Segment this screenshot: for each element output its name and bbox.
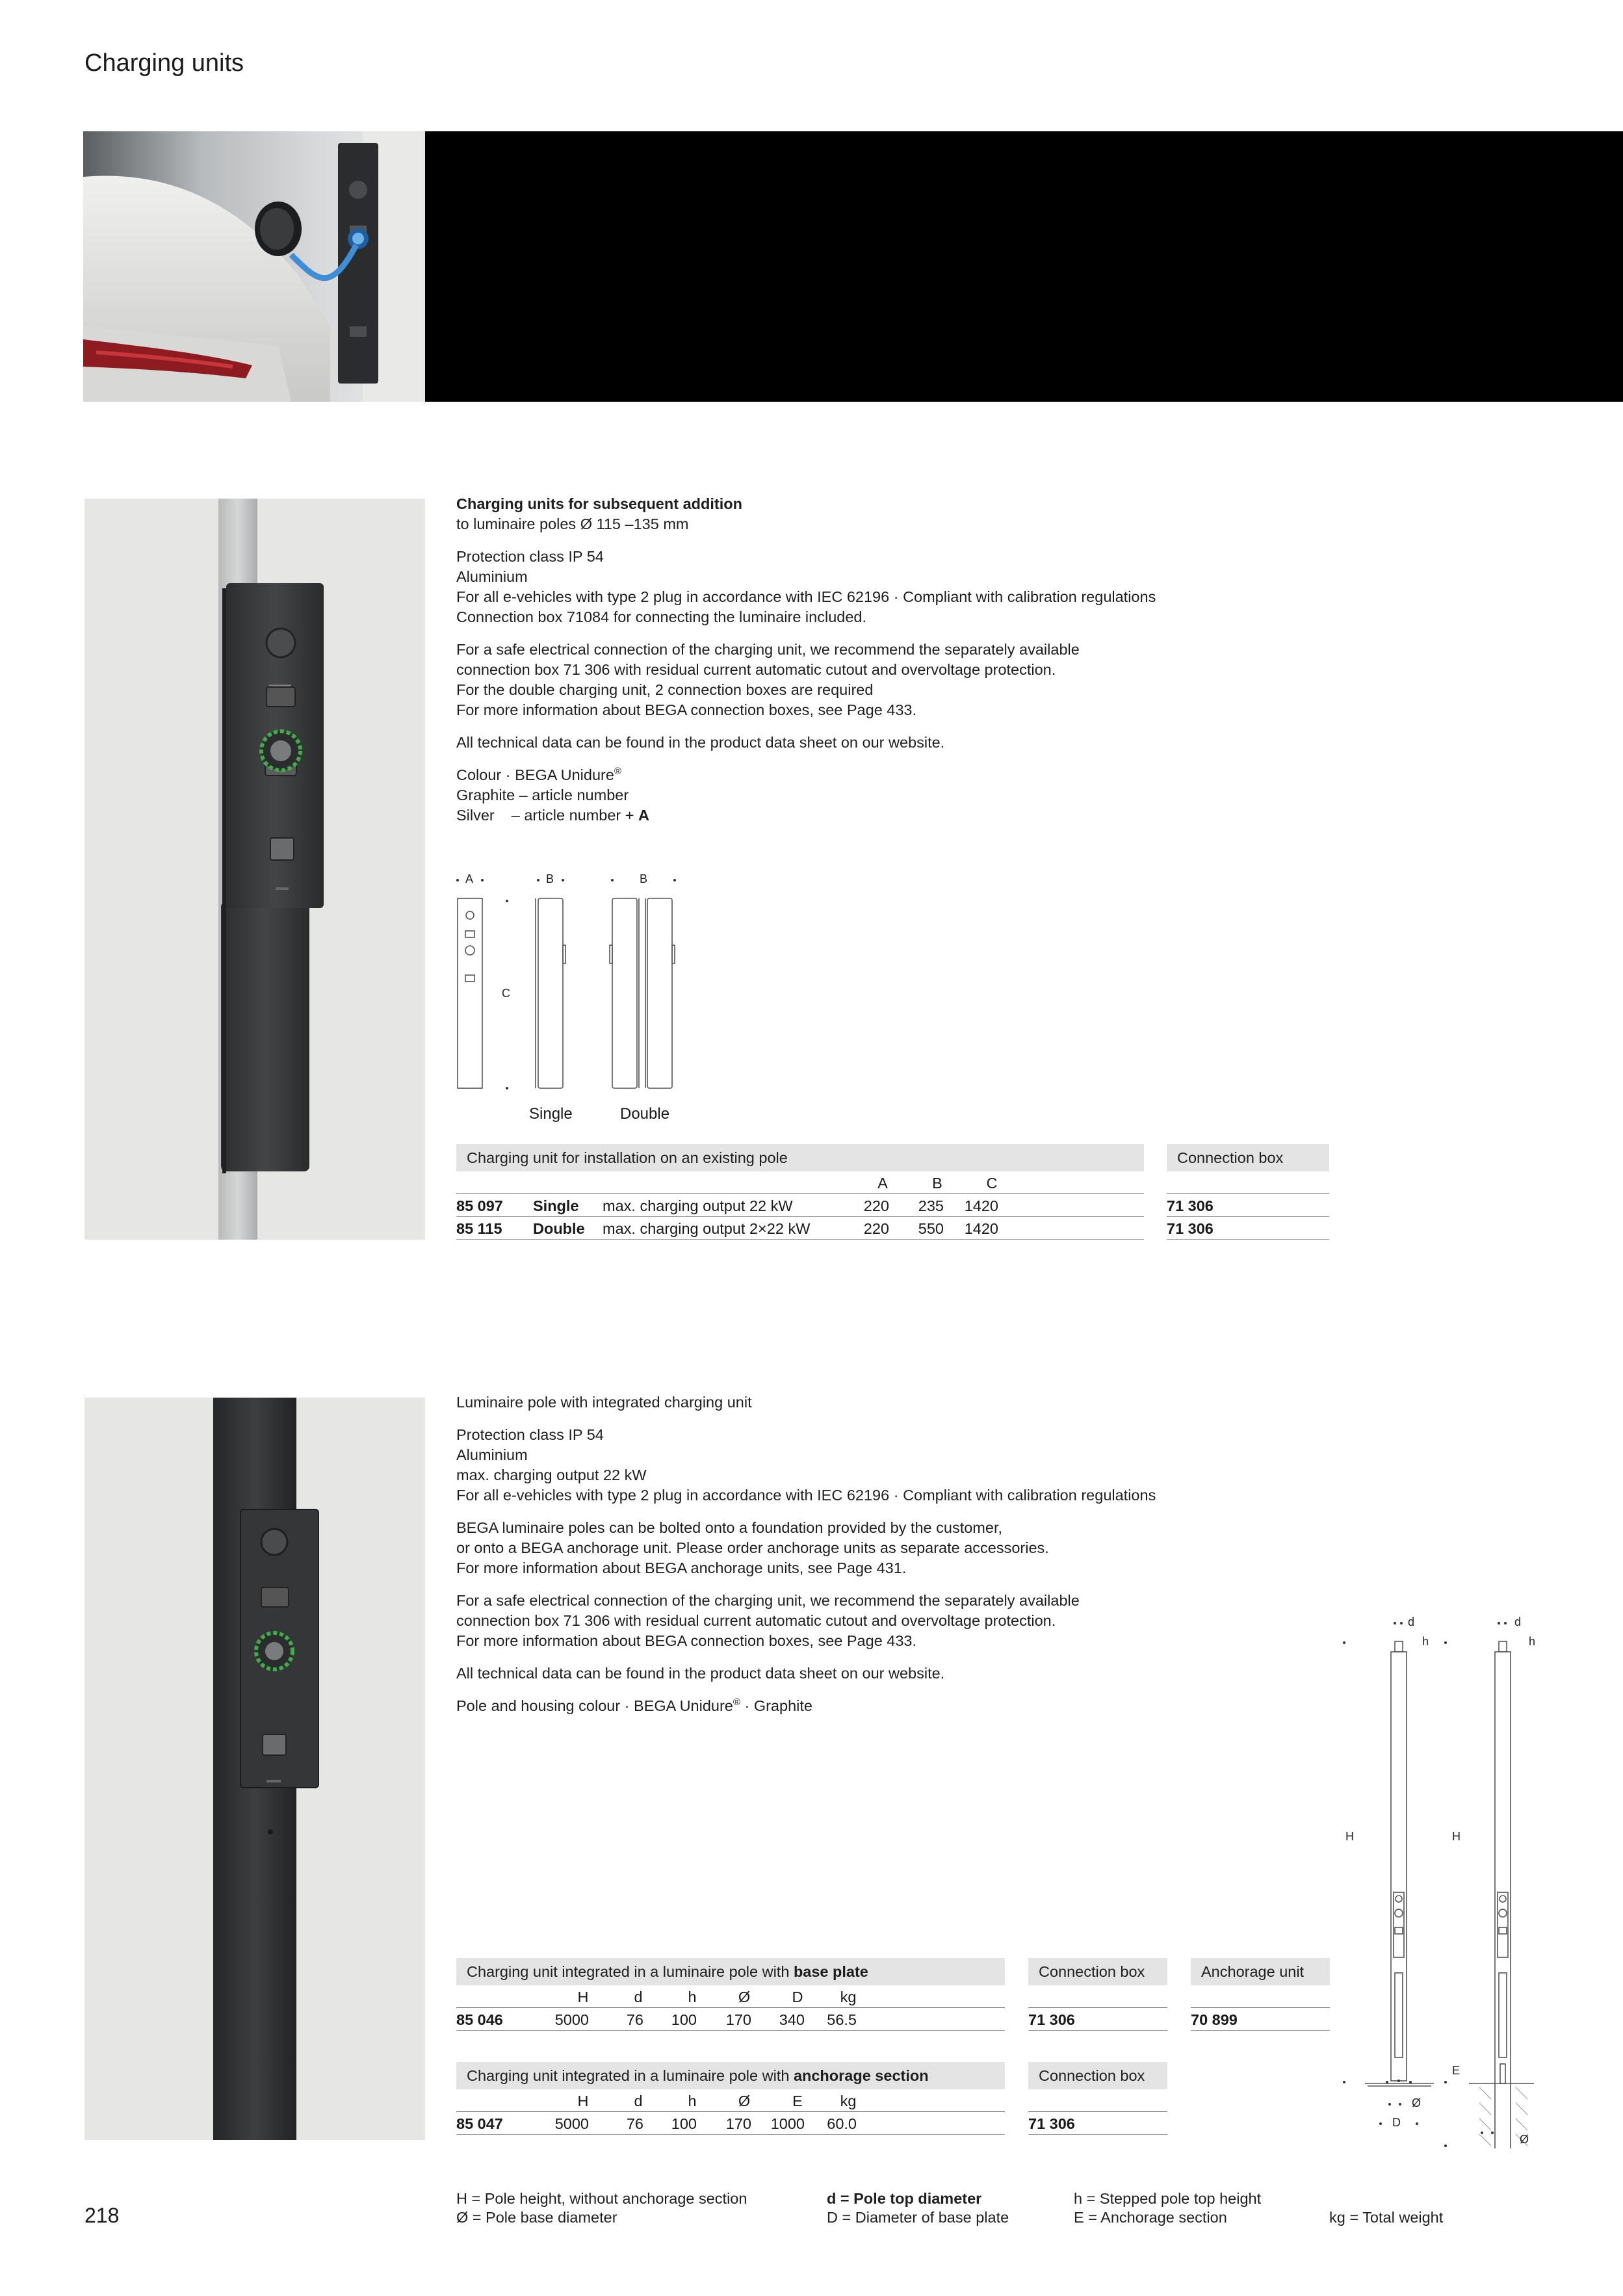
product1-connection-line: For a safe electrical connection of the charging unit, we recommend the separately available <box>456 641 1080 658</box>
col-header-h: h <box>688 1989 697 2005</box>
dim-label-h: h <box>1529 1635 1536 1648</box>
product2-connection-line: For more information about BEGA connection boxes, see Page 433. <box>456 1632 917 1649</box>
product2-spec-line: For all e-vehicles with type 2 plug in accordance with IEC 62196 · Compliant with calibration regulations <box>456 1487 1156 1504</box>
table-header-row <box>456 1986 1005 2008</box>
value-phi: 170 <box>725 2115 751 2132</box>
col-header-phi: Ø <box>738 1989 751 2005</box>
value-E: 1000 <box>770 2115 805 2132</box>
product2-anchorage-line: For more information about BEGA anchorage units, see Page 431. <box>456 1559 907 1576</box>
dim-label-E: E <box>1452 2064 1461 2077</box>
hero-photo-car-charging <box>83 131 425 402</box>
value-kg: 56.5 <box>827 2011 857 2028</box>
dim-label-d: d <box>1408 1615 1415 1628</box>
dim-label-h: h <box>1422 1635 1429 1648</box>
table-row <box>456 1195 1144 1217</box>
connection-box-number: 71 306 <box>1167 1197 1214 1214</box>
legend-col-3 <box>1074 2189 1261 2227</box>
section-title: Charging units <box>84 49 244 77</box>
table-row <box>1167 1195 1329 1217</box>
unit-type: Double <box>533 1220 585 1237</box>
legend-col-1 <box>456 2189 747 2227</box>
table-row <box>456 1218 1144 1240</box>
table-row <box>456 2009 1005 2031</box>
product1-dimension-drawing <box>455 865 702 1138</box>
col-header-d: d <box>634 2093 643 2109</box>
unit-description: max. charging output 22 kW <box>603 1197 793 1214</box>
dim-label-b-single: B <box>546 872 554 885</box>
product-image-pole-with-charging-unit <box>84 1398 425 2140</box>
legend-pole-height: H = Pole height, without anchorage section <box>456 2190 747 2207</box>
legend-pole-base-diameter: Ø = Pole base diameter <box>456 2209 617 2226</box>
value-c: 1420 <box>964 1197 998 1214</box>
table-header-row <box>456 2090 1005 2112</box>
product2-spec-line: Protection class IP 54 <box>456 1426 604 1443</box>
anchorage-unit-number: 70 899 <box>1191 2011 1238 2028</box>
value-D: 340 <box>779 2011 805 2028</box>
value-d: 76 <box>626 2115 643 2132</box>
product2-spec-line: max. charging output 22 kW <box>456 1467 647 1483</box>
product1-spec-line: Connection box 71084 for connecting the luminaire included. <box>456 608 867 625</box>
product2-spec-line: Aluminium <box>456 1446 528 1463</box>
product2-heading: Luminaire pole with integrated charging unit <box>456 1394 752 1411</box>
product2-colour: Pole and housing colour · BEGA Unidure® · Graphite <box>456 1697 812 1714</box>
value-kg: 60.0 <box>827 2115 857 2132</box>
single-double-unit-drawing <box>455 865 702 1138</box>
product-image-charging-unit-addon <box>84 499 425 1240</box>
product1-table-title: Charging unit for installation on an existing pole <box>456 1144 1144 1171</box>
table-row <box>1167 1218 1329 1240</box>
dim-label-phi: Ø <box>1520 2133 1529 2146</box>
charging-unit-on-pole-illustration <box>84 499 425 1240</box>
product1-spec-line: For all e-vehicles with type 2 plug in accordance with IEC 62196 · Compliant with calibration regulations <box>456 588 1156 605</box>
col-header-H: H <box>577 1989 589 2005</box>
col-header-c: C <box>986 1175 998 1192</box>
product2-dimension-drawing <box>1332 1609 1547 2148</box>
value-b: 550 <box>918 1220 944 1237</box>
unit-type: Single <box>533 1197 579 1214</box>
col-header-phi: Ø <box>738 2093 751 2109</box>
product2-connection-line: connection box 71 306 with residual current automatic cutout and overvoltage protection. <box>456 1612 1056 1629</box>
product1-description <box>456 494 1301 838</box>
dim-label-a: A <box>465 872 474 885</box>
table-anchorage-section-title: Charging unit integrated in a luminaire pole with anchorage section <box>456 2062 1005 2089</box>
table-base-plate-title: Charging unit integrated in a luminaire pole with base plate <box>456 1958 1005 1985</box>
dim-label-phi: Ø <box>1412 2096 1422 2109</box>
col-header-kg: kg <box>840 1989 857 2005</box>
product1-connection-line: For the double charging unit, 2 connection boxes are required <box>456 681 874 698</box>
product1-subheading: to luminaire poles Ø 115 –135 mm <box>456 515 689 532</box>
col-header-a: A <box>877 1175 888 1192</box>
legend-col-2 <box>827 2189 1009 2227</box>
table-row <box>1191 2009 1330 2031</box>
product1-colour-label: Colour · BEGA Unidure® <box>456 766 622 783</box>
product1-connection-line: For more information about BEGA connection boxes, see Page 433. <box>456 701 917 718</box>
table-row <box>1028 2009 1167 2031</box>
col-header-D: D <box>792 1989 803 2005</box>
caption-double: Double <box>620 1105 670 1123</box>
car-charging-illustration <box>83 131 425 402</box>
connection-box-title: Connection box <box>1028 1958 1167 1985</box>
article-number: 85 115 <box>456 1220 502 1237</box>
dim-label-d: d <box>1514 1615 1522 1628</box>
col-header-h: h <box>688 2093 697 2109</box>
dim-label-H: H <box>1345 1830 1354 1843</box>
value-h: 100 <box>671 2011 697 2028</box>
article-number: 85 046 <box>456 2011 503 2028</box>
article-number: 85 097 <box>456 1197 503 1214</box>
product2-description <box>456 1392 1301 1729</box>
table-row <box>456 2113 1005 2135</box>
pole-dimension-drawing <box>1332 1609 1547 2148</box>
value-b: 235 <box>918 1197 944 1214</box>
col-header-E: E <box>792 2093 803 2109</box>
col-header-b: B <box>932 1175 942 1192</box>
legend-anchorage-section: E = Anchorage section <box>1074 2209 1227 2226</box>
value-phi: 170 <box>725 2011 751 2028</box>
dim-label-H: H <box>1452 1830 1461 1843</box>
page-number: 218 <box>84 2204 120 2227</box>
connection-box-number: 71 306 <box>1167 1220 1214 1237</box>
value-a: 220 <box>863 1220 889 1237</box>
col-header-d: d <box>634 1989 643 2005</box>
value-H: 5000 <box>554 2115 589 2132</box>
anchorage-unit-title: Anchorage unit <box>1191 1958 1330 1985</box>
product1-spec-line: Protection class IP 54 <box>456 548 604 565</box>
connection-box-title: Connection box <box>1028 2062 1167 2089</box>
table-header-row <box>456 1172 1144 1194</box>
product1-heading: Charging units for subsequent addition <box>456 495 742 512</box>
legend-total-weight: kg = Total weight <box>1329 2209 1444 2226</box>
caption-single: Single <box>529 1105 573 1123</box>
table-row <box>1028 2113 1167 2135</box>
legend-base-plate-diameter: D = Diameter of base plate <box>827 2209 1009 2226</box>
value-d: 76 <box>626 2011 643 2028</box>
col-header-H: H <box>577 2093 589 2109</box>
product2-anchorage-line: BEGA luminaire poles can be bolted onto a foundation provided by the customer, <box>456 1519 1003 1536</box>
legend-stepped-top-height: h = Stepped pole top height <box>1074 2190 1262 2207</box>
dim-label-b-double: B <box>640 872 648 885</box>
product1-spec-line: Aluminium <box>456 568 528 585</box>
hero-photo-strip <box>83 131 1623 402</box>
dim-label-c: C <box>502 987 510 1000</box>
product1-connection-line: connection box 71 306 with residual current automatic cutout and overvoltage protection. <box>456 661 1056 678</box>
value-H: 5000 <box>554 2011 589 2028</box>
connection-box-number: 71 306 <box>1028 2115 1075 2132</box>
value-h: 100 <box>671 2115 697 2132</box>
connection-box-number: 71 306 <box>1028 2011 1075 2028</box>
value-a: 220 <box>863 1197 889 1214</box>
product1-colour-silver: Silver – article number + A <box>456 807 650 824</box>
product2-datasheet-note: All technical data can be found in the product data sheet on our website. <box>456 1665 945 1682</box>
product2-anchorage-line: or onto a BEGA anchorage unit. Please order anchorage units as separate accessories. <box>456 1539 1049 1556</box>
product1-colour-graphite: Graphite – article number <box>456 787 629 803</box>
product1-datasheet-note: All technical data can be found in the product data sheet on our website. <box>456 734 945 751</box>
connection-box-title: Connection box <box>1167 1144 1329 1171</box>
pole-with-integrated-charger-illustration <box>84 1398 425 2140</box>
legend-pole-top-diameter: d = Pole top diameter <box>827 2190 982 2207</box>
product2-connection-line: For a safe electrical connection of the charging unit, we recommend the separately available <box>456 1592 1080 1609</box>
unit-description: max. charging output 2×22 kW <box>603 1220 811 1237</box>
dim-label-D: D <box>1392 2116 1401 2129</box>
value-c: 1420 <box>964 1220 998 1237</box>
col-header-kg: kg <box>840 2093 857 2109</box>
article-number: 85 047 <box>456 2115 503 2132</box>
